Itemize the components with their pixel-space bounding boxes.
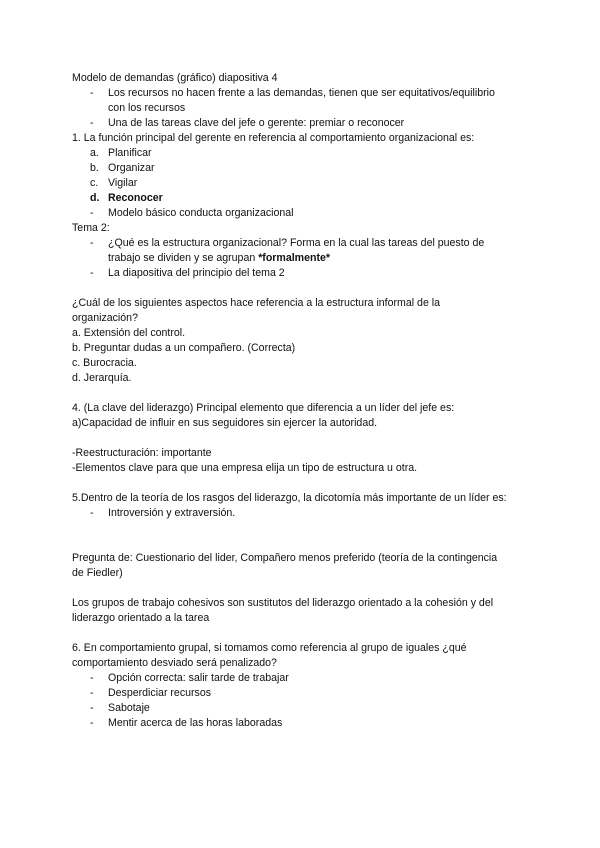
formalmente-emphasis: *formalmente*	[258, 252, 331, 264]
note-line: -Reestructuración: importante	[72, 447, 212, 459]
informal-option: c. Burocracia.	[72, 357, 137, 369]
model-bullet: - Una de las tareas clave del jefe o gerente: premiar o reconocer	[90, 117, 405, 129]
option-c: c. Vigilar	[90, 177, 138, 189]
informal-option: d. Jerarquía.	[72, 372, 132, 384]
option-b: b. Organizar	[90, 162, 155, 174]
question-5-answer: - Introversión y extraversión.	[90, 507, 236, 519]
option-a: a. Planificar	[90, 147, 152, 159]
note-line: -Elementos clave para que una empresa elija un tipo de estructura u otra.	[72, 462, 418, 474]
q1-note: - Modelo básico conducta organizacional	[90, 207, 294, 219]
question-4-answer: a)Capacidad de influir en sus seguidores sin ejercer la autoridad.	[72, 417, 378, 429]
pregunta-de: Pregunta de: Cuestionario del lider, Compañero menos preferido (teoría de la contingencia	[72, 552, 498, 564]
grupos-paragraph: Los grupos de trabajo cohesivos son sustitutos del liderazgo orientado a la cohesión y del	[72, 597, 494, 609]
question-1: 1. La función principal del gerente en referencia al comportamiento organizacional es:	[72, 132, 475, 144]
document-body: Modelo de demandas (gráfico) diapositiva 4 - Los recursos no hacen frente a las demandas, tienen que ser equitativos/equilibrio con los recursos - Una de las tareas clave del jefe o gerente: premiar o reconocer 1. La función principal del gerente en referencia al comportamiento organizacional es: a. Planificar b. Organizar c. Vigilar d. Reconocer - Modelo básico conducta organizacional Tema 2: - ¿Qué es la estructura organizacional? Forma en la cual las tareas del puesto de trabajo se dividen y se agrupan *formalmente* - La diapositiva del principio del tema 2 ¿Cuál de los siguientes aspectos hace referencia a la estructura informal de la organización? a. Extensión del control. b. Preguntar dudas a un compañero. (Correcta) c. Burocracia. d. Jerarquía. 4. (La clave del liderazgo) Principal elemento que diferencia a un líder del jefe es: a)Capacidad de influir en sus seguidores sin ejercer la autoridad. -Reestructuración: importante -Elementos clave para que una empresa elija un tipo de estructura u otra. 5.Dentro de la teoría de los rasgos del liderazgo, la dicotomía más importante de un líder es: - Introversión y extraversión. Pregunta de: Cuestionario del lider, Compañero menos preferido (teoría de la contingencia de Fiedler) Los grupos de trabajo cohesivos son sustitutos del liderazgo orientado a la cohesión y del liderazgo orientado a la tarea 6. En comportamiento grupal, si tomamos como referencia al grupo de iguales ¿qué comportamiento desviado será penalizado? - Opción correcta: salir tarde de trabajar - Desperdiciar recursos - Sabotaje - Mentir acerca de las horas laboradas	[72, 71, 532, 731]
tema2-bullet: - La diapositiva del principio del tema 2	[90, 267, 285, 279]
question-4: 4. (La clave del liderazgo) Principal elemento que diferencia a un líder del jefe es:	[72, 402, 455, 414]
q6-option: - Mentir acerca de las horas laboradas	[90, 717, 283, 729]
question-6: 6. En comportamiento grupal, si tomamos como referencia al grupo de iguales ¿qué	[72, 642, 467, 654]
question-informal: ¿Cuál de los siguientes aspectos hace referencia a la estructura informal de la	[72, 297, 441, 309]
informal-option: b. Preguntar dudas a un compañero. (Correcta)	[72, 342, 296, 354]
model-bullet: - Los recursos no hacen frente a las demandas, tienen que ser equitativos/equilibrio con los recursos	[90, 87, 495, 114]
q6-option: - Desperdiciar recursos	[90, 687, 212, 699]
model-heading: Modelo de demandas (gráfico) diapositiva 4	[72, 72, 278, 84]
tema2-heading: Tema 2:	[72, 222, 110, 234]
tema2-bullet: - ¿Qué es la estructura organizacional? Forma en la cual las tareas del puesto de trabajo se dividen y se agrupan *formalmente*	[90, 237, 485, 264]
informal-option: a. Extensión del control.	[72, 327, 186, 339]
question-5: 5.Dentro de la teoría de los rasgos del liderazgo, la dicotomía más importante de un líder es:	[72, 492, 507, 504]
q6-option: - Sabotaje	[90, 702, 150, 714]
option-d-correct: d. Reconocer	[90, 192, 163, 204]
q6-option: - Opción correcta: salir tarde de trabajar	[90, 672, 289, 684]
